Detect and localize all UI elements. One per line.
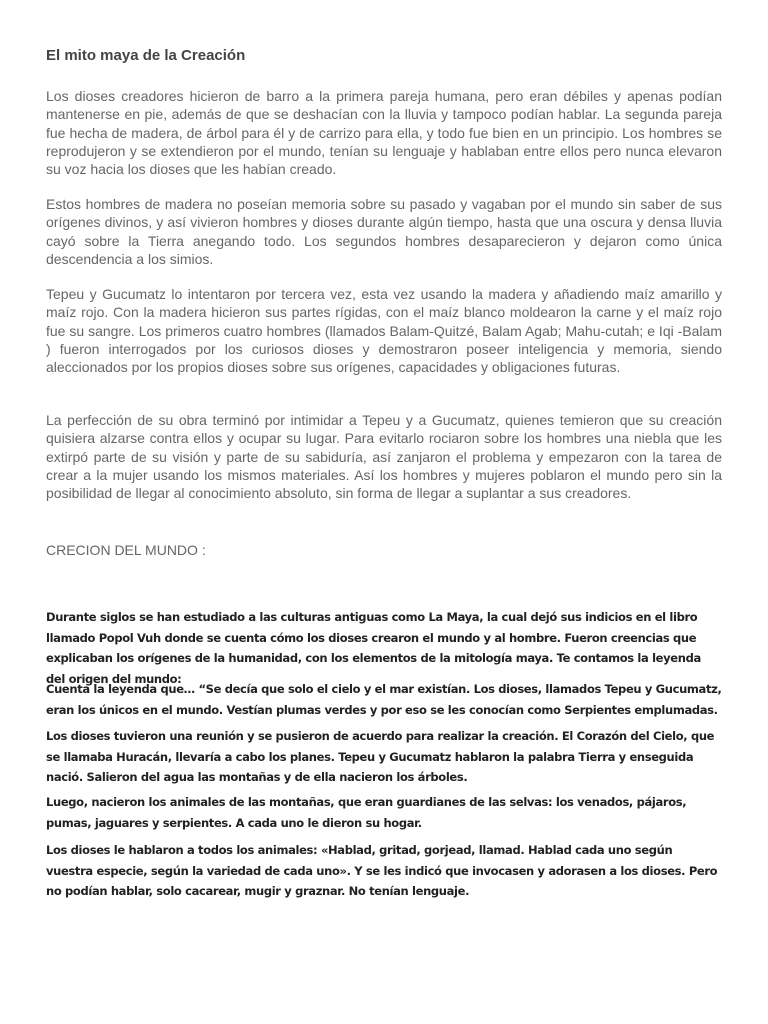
document-title: El mito maya de la Creación [46,47,246,64]
paragraph-8: Luego, nacieron los animales de las montañas, que eran guardianes de las selvas: los venados, pájaros, pumas, jaguares y serpientes. A cada uno le dieron su hogar. [46,795,687,830]
paragraph-2: Estos hombres de madera no poseían memoria sobre su pasado y vagaban por el mundo sin saber de sus orígenes divinos, y así vivieron hombres y dioses durante algún tiempo, hasta que una oscura y densa lluvia cayó sobre la Tierra anegando todo. Los segundos hombres desaparecieron y dejaron como única descendencia a los simios. [46,196,722,267]
paragraph-3: Tepeu y Gucumatz lo intentaron por tercera vez, esta vez usando la madera y añadiendo maíz amarillo y maíz rojo. Con la madera hicieron sus partes rígidas, con el maíz blanco moldearon la carne y el maíz rojo fue su sangre. Los primeros cuatro hombres (llamados Balam-Quitzé, Balam Agab; Mahu-cutah; e Iqi -Balam ) fueron interrogados por los curiosos dioses y demostraron poseer inteligencia y memoria, siendo aleccionados por los propios dioses sobre sus orígenes, capacidades y obligaciones futuras. [46,286,722,376]
paragraph-5: Durante siglos se han estudiado a las culturas antiguas como La Maya, la cual dejó sus indicios en el libro llamado Popol Vuh donde se cuenta cómo los dioses crearon el mundo y al hombre. Fueron creencias que explicaban los orígenes de la humanidad, con los elementos de la mitología maya. Te contamos la leyenda del origen del mundo: [46,610,701,686]
paragraph-9: Los dioses le hablaron a todos los animales: «Hablad, gritad, gorjead, llamad. Hablad cada uno según vuestra especie, según la variedad de cada uno». Y se les indicó que invocasen y adorasen a los dioses. Pero no podían hablar, solo cacarear, mugir y graznar. No tenían lenguaje. [46,843,718,898]
paragraph-4: La perfección de su obra terminó por intimidar a Tepeu y a Gucumatz, quienes temieron que su creación quisiera alzarse contra ellos y ocupar su lugar. Para evitarlo rociaron sobre los hombres una niebla que les extirpó parte de su visión y parte de su sabiduría, así zanjaron el problema y empezaron con la tarea de crear a la mujer usando los mismos materiales. Así los hombres y mujeres poblaron el mundo pero sin la posibilidad de llegar al conocimiento absoluto, sin forma de llegar a suplantar a sus creadores. [46,412,722,502]
paragraph-1: Los dioses creadores hicieron de barro a la primera pareja humana, pero eran débiles y apenas podían mantenerse en pie, además de que se deshacían con la lluvia y tampoco podían hablar. La segunda pareja fue hecha de madera, de árbol para él y de carrizo para ella, y todo fue bien en un principio. Los hombres se reprodujeron y se extendieron por el mundo, tenían su lenguaje y hablaban entre ellos pero nunca elevaron su voz hacia los dioses que les habían creado. [46,88,722,178]
paragraph-7: Los dioses tuvieron una reunión y se pusieron de acuerdo para realizar la creación. El Corazón del Cielo, que se llamaba Huracán, llevaría a cabo los planes. Tepeu y Gucumatz hablaron la palabra Tierra y enseguida nació. Salieron del agua las montañas y de ella nacieron los árboles. [46,729,715,784]
section-heading: CRECION DEL MUNDO : [46,542,206,558]
paragraph-6: Cuenta la leyenda que… “Se decía que solo el cielo y el mar existían. Los dioses, llamados Tepeu y Gucumatz, eran los únicos en el mundo. Vestían plumas verdes y por eso se les conocían como Serpientes emplumadas. [46,682,722,717]
